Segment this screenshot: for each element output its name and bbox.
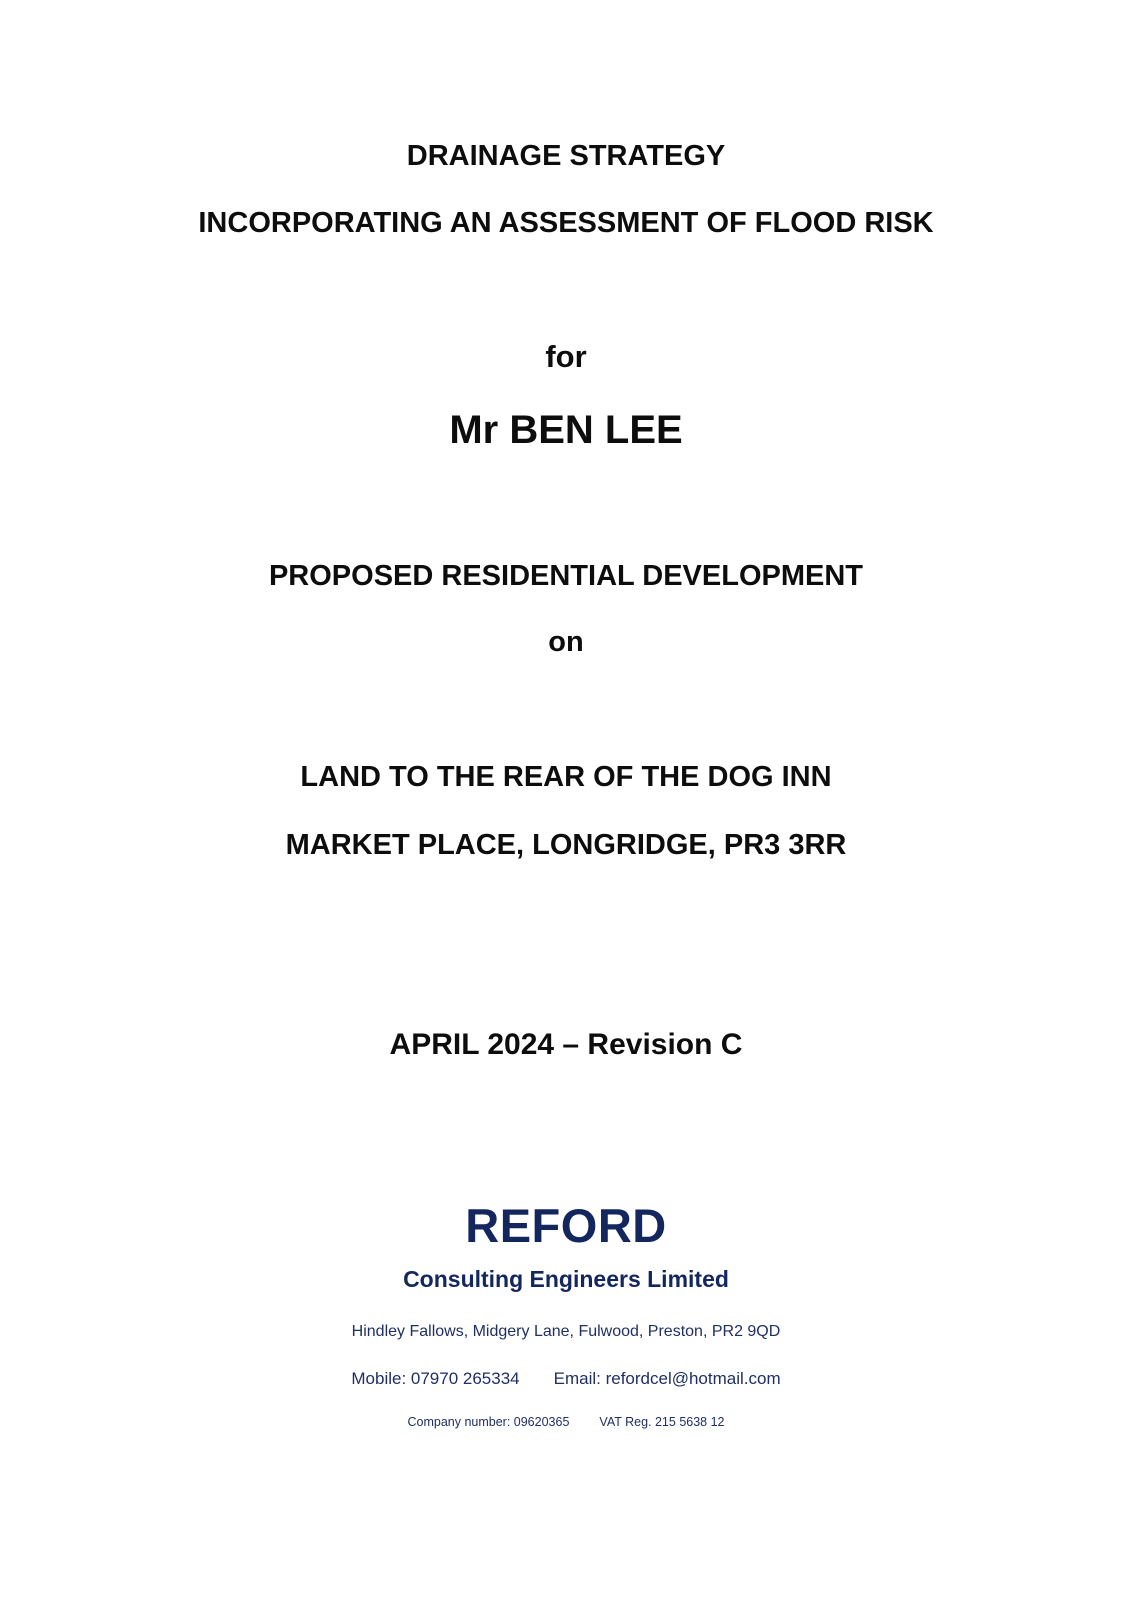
- client-prefix: for: [545, 339, 587, 374]
- site-address: MARKET PLACE, LONGRIDGE, PR3 3RR: [285, 829, 847, 861]
- project-description: PROPOSED RESIDENTIAL DEVELOPMENT: [268, 560, 864, 592]
- company-subtitle: Consulting Engineers Limited: [403, 1266, 729, 1292]
- registration-line: [0, 1415, 1132, 1429]
- contact-line: [0, 1369, 1132, 1389]
- document-title: DRAINAGE STRATEGY: [406, 140, 726, 172]
- revision-date: APRIL 2024 – Revision C: [389, 1028, 743, 1061]
- project-connector: on: [548, 626, 584, 658]
- client-name: Mr BEN LEE: [449, 408, 683, 452]
- vat-number: VAT Reg. 215 5638 12: [599, 1415, 725, 1429]
- company-number: Company number: 09620365: [407, 1415, 570, 1429]
- mobile-number: Mobile: 07970 265334: [351, 1369, 520, 1388]
- document-subtitle: INCORPORATING AN ASSESSMENT OF FLOOD RISK: [198, 207, 934, 239]
- company-logo-text: REFORD: [465, 1199, 667, 1252]
- company-address: Hindley Fallows, Midgery Lane, Fulwood, Preston, PR2 9QD: [351, 1323, 781, 1340]
- email-address[interactable]: Email: refordcel@hotmail.com: [553, 1369, 781, 1388]
- site-name: LAND TO THE REAR OF THE DOG INN: [300, 761, 832, 793]
